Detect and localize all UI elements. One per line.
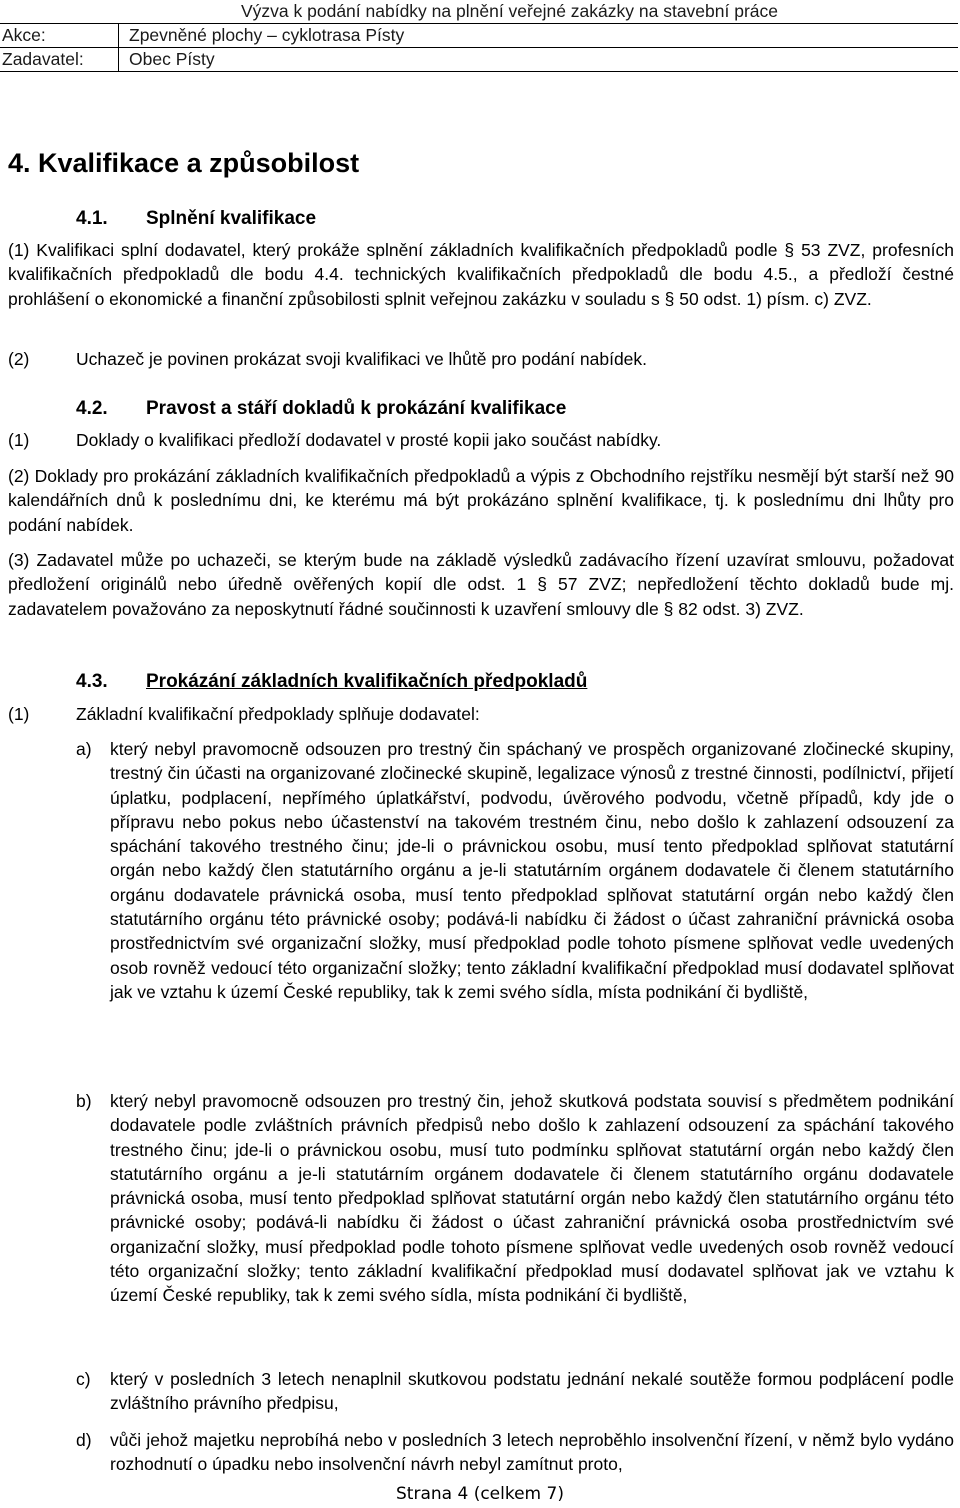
paragraph-4-1-1: (1) Kvalifikaci splní dodavatel, který prokáže splnění základních kvalifikačních předpokladů podle § 53 ZVZ, profesních kvalifikačních předpokladů dle bodu 4.4. technických kvalifikačních předpokladů dle bodu 4.5., a předloží čestné prohlášení o ekonomické a finanční způsobilosti splnit veřejnou zakázku v souladu s § 50 odst. 1) písm. c) ZVZ.: [8, 240, 954, 309]
section-heading-4-2: [76, 398, 566, 420]
section-heading-4-1: [76, 208, 316, 230]
list-item-letter: a): [76, 739, 92, 759]
list-item-a: [76, 737, 954, 1004]
header-label-akce: Akce:: [0, 24, 119, 48]
document-header: [0, 0, 958, 72]
section-number: 4.3.: [76, 671, 108, 692]
list-item-letter: b): [76, 1091, 92, 1111]
section-heading-4-3: [76, 671, 587, 693]
header-value-zadavatel: Obec Písty: [119, 48, 959, 72]
section-title: Pravost a stáří dokladů k prokázání kvalifikace: [146, 398, 567, 419]
paragraph-4-2-3: (3) Zadavatel může po uchazeči, se kterým bude na základě výsledků zadávacího řízení uzavírat smlouvu, požadovat předložení originálů nebo úředně ověřených kopií dle odst. 1 § 57 ZVZ; nepředložení těchto dokladů bude mj. zadavatelem považováno za neposkytnutí řádné součinnosti k uzavření smlouvy dle § 82 odst. 3) ZVZ.: [8, 550, 954, 619]
section-number: 4.1.: [76, 208, 108, 229]
paragraph-4-1-2: [8, 347, 954, 371]
paragraph-number: (1): [8, 704, 30, 724]
paragraph-text: Doklady o kvalifikaci předloží dodavatel v prosté kopii jako součást nabídky.: [76, 430, 662, 450]
section-title: Prokázání základních kvalifikačních předpokladů: [146, 671, 588, 692]
list-item-letter: d): [76, 1430, 92, 1450]
paragraph-number: (2): [8, 349, 30, 369]
paragraph-4-2-1: [8, 428, 954, 452]
section-title: Splnění kvalifikace: [146, 208, 317, 229]
list-item-text: vůči jehož majetku neprobíhá nebo v posledních 3 letech neproběhlo insolvenční řízení, v němž bylo vydáno rozhodnutí o úpadku nebo insolvenční návrh nebyl zamítnut proto,: [110, 1430, 954, 1475]
list-item-d: [76, 1428, 954, 1477]
list-item-c: [76, 1367, 954, 1416]
header-value-akce: Zpevněné plochy – cyklotrasa Písty: [119, 24, 959, 48]
chapter-heading: 4. Kvalifikace a způsobilost: [8, 148, 360, 178]
header-label-zadavatel: Zadavatel:: [0, 48, 119, 72]
paragraph-4-2-2: (2) Doklady pro prokázání základních kvalifikačních předpokladů a výpis z Obchodního rejstříku nesmějí být starší než 90 kalendářních dnů k poslednímu dni, ke kterému má být prokázáno splnění kvalifikace, tj. k poslednímu dni lhůty pro podání nabídek.: [8, 466, 954, 535]
header-title: Výzva k podání nabídky na plnění veřejné zakázky na stavební práce: [0, 0, 958, 24]
paragraph-text: Uchazeč je povinen prokázat svoji kvalifikaci ve lhůtě pro podání nabídek.: [76, 349, 648, 369]
list-item-text: který nebyl pravomocně odsouzen pro trestný čin, jehož skutková podstata souvisí s předmětem podnikání dodavatele podle zvláštních právních předpisů nebo došlo k zahlazení odsouzení za spáchání takového trestného činu; jde-li o právnickou osobu, musí tuto podmínku splňovat statutární orgán nebo každý člen statutárního orgánu a je-li statutárním orgánem dodavatele či členem statutárního orgánu dodavatele právnická osoba, musí tento předpoklad splňovat statutární orgán nebo každý člen statutárního orgánu této právnické osoby; podává-li nabídku či žádost o účast zahraniční právnická osoba prostřednictvím své organizační složky, musí předpoklad podle tohoto písmene splňovat vedle uvedených osob rovněž vedoucí této organizační složky; tento základní kvalifikační předpoklad musí dodavatel splňovat jak ve vztahu k území České republiky, tak k zemi svého sídla, místa podnikání či bydliště,: [110, 1091, 954, 1306]
section-number: 4.2.: [76, 398, 108, 419]
list-item-letter: c): [76, 1369, 91, 1389]
list-item-text: který v posledních 3 letech nenaplnil skutkovou podstatu jednání nekalé soutěže formou podplácení podle zvláštního právního předpisu,: [110, 1369, 954, 1414]
page-footer: Strana 4 (celkem 7): [396, 1484, 564, 1504]
list-item-b: [76, 1089, 954, 1308]
paragraph-4-3-1: [8, 702, 954, 726]
paragraph-number: (1): [8, 430, 30, 450]
paragraph-text: Základní kvalifikační předpoklady splňuje dodavatel:: [76, 704, 480, 724]
list-item-text: který nebyl pravomocně odsouzen pro trestný čin spáchaný ve prospěch organizované zločinecké skupiny, trestný čin účasti na organizované zločinecké skupině, legalizace výnosů z trestné činnosti, podílnictví, přijetí úplatku, podplacení, nepřímého úplatkářství, podvodu, úvěrového podvodu, včetně případů, kdy jde o přípravu nebo pokus nebo účastenství na takovém trestném činu, nebo došlo k zahlazení odsouzení za spáchání takového trestného činu; jde-li o právnickou osobu, musí tento předpoklad splňovat statutární orgán nebo každý člen statutárního orgánu a je-li statutárním orgánem dodavatele či členem statutárního orgánu dodavatele právnická osoba, musí tento předpoklad splňovat statutární orgán nebo každý člen statutárního orgánu této právnické osoby; podává-li nabídku či žádost o účast zahraniční právnická osoba prostřednictvím své organizační složky, musí předpoklad podle tohoto písmene splňovat vedle uvedených osob rovněž vedoucí této organizační složky; tento základní kvalifikační předpoklad musí dodavatel splňovat jak ve vztahu k území České republiky, tak k zemi svého sídla, místa podnikání či bydliště,: [110, 739, 954, 1002]
